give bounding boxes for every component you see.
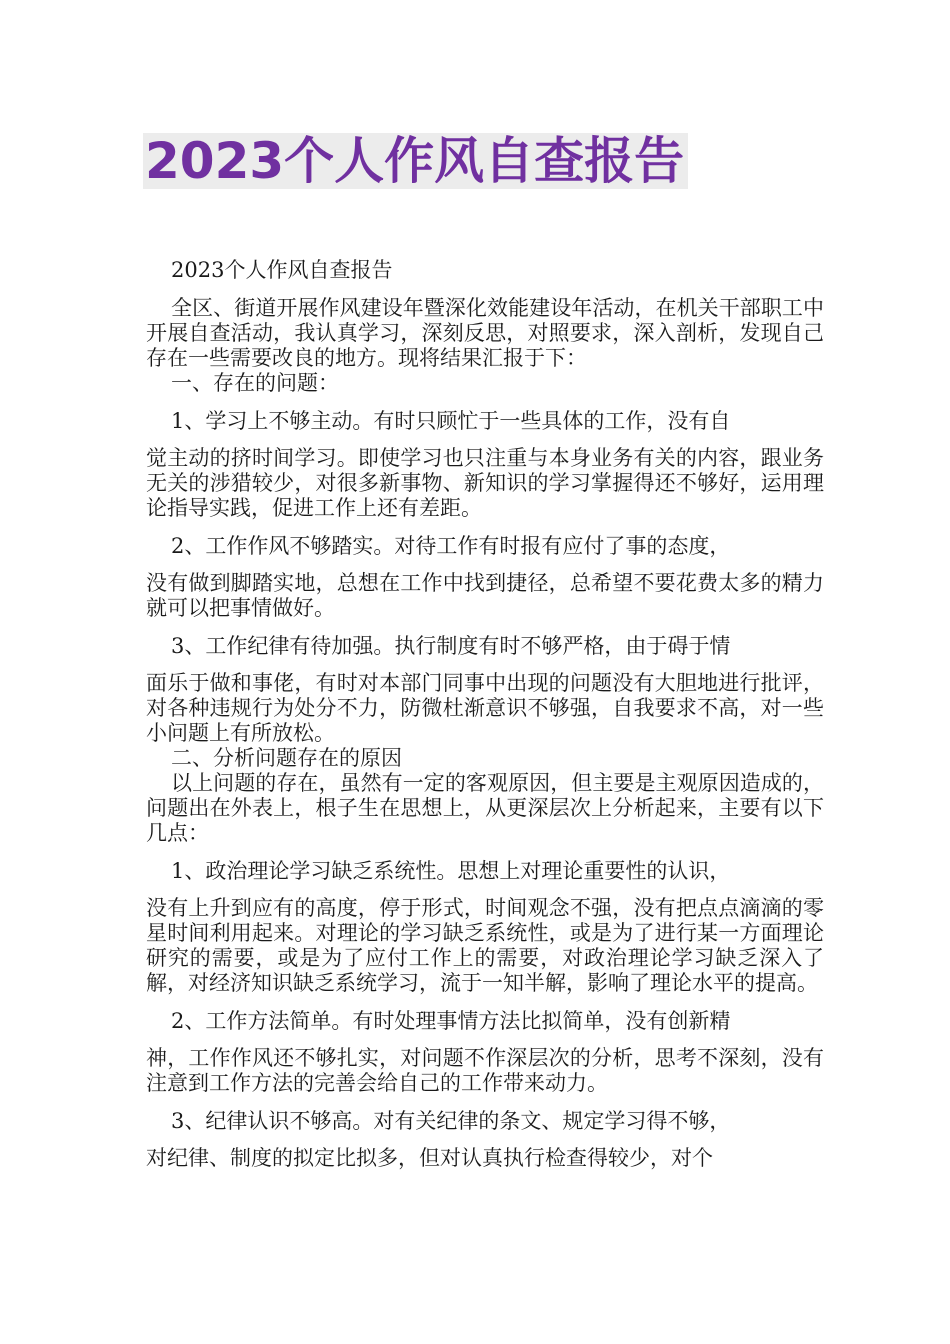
analysis-paragraph: 以上问题的存在，虽然有一定的客观原因，但主要是主观原因造成的，问题出在外表上，根子生在思想上，从更深层次上分析起来，主要有以下几点： bbox=[146, 771, 824, 845]
section-heading-causes: 二、分析问题存在的原因 bbox=[171, 746, 402, 770]
problem-item-1 bbox=[146, 409, 824, 521]
intro-paragraph: 全区、街道开展作风建设年暨深化效能建设年活动，在机关干部职工中开展自查活动，我认真学习，深刻反思，对照要求，深入剖析，发现自己存在一些需要改良的地方。现将结果汇报于下： bbox=[146, 296, 824, 370]
item-lead: 1、政治理论学习缺乏系统性。思想上对理论重要性的认识， bbox=[171, 859, 731, 883]
item-lead: 2、工作方法简单。有时处理事情方法比拟简单，没有创新精 bbox=[171, 1009, 731, 1033]
problem-item-3 bbox=[146, 634, 824, 746]
item-lead: 1、学习上不够主动。有时只顾忙于一些具体的工作，没有自 bbox=[171, 409, 731, 433]
cause-item-1 bbox=[146, 859, 824, 996]
item-lead: 3、工作纪律有待加强。执行制度有时不够严格，由于碍于情 bbox=[171, 634, 731, 658]
subtitle: 2023个人作风自查报告 bbox=[171, 258, 393, 282]
document-title: 2023个人作风自查报告 bbox=[143, 133, 688, 189]
problem-item-2 bbox=[146, 534, 824, 621]
item-lead: 3、纪律认识不够高。对有关纪律的条文、规定学习得不够， bbox=[171, 1109, 731, 1133]
item-body: 面乐于做和事佬，有时对本部门同事中出现的问题没有大胆地进行批评，对各种违规行为处分不力，防微杜渐意识不够强，自我要求不高，对一些小问题上有所放松。 bbox=[146, 671, 824, 745]
item-body: 没有做到脚踏实地，总想在工作中找到捷径，总希望不要花费太多的精力就可以把事情做好。 bbox=[146, 571, 824, 620]
cause-item-2 bbox=[146, 1009, 824, 1096]
section-heading-problems: 一、存在的问题： bbox=[171, 371, 339, 395]
item-body: 觉主动的挤时间学习。即使学习也只注重与本身业务有关的内容，跟业务无关的涉猎较少，对很多新事物、新知识的学习掌握得还不够好，运用理论指导实践，促进工作上还有差距。 bbox=[146, 446, 824, 520]
item-body: 对纪律、制度的拟定比拟多，但对认真执行检查得较少，对个 bbox=[146, 1146, 713, 1170]
cause-item-3 bbox=[146, 1109, 824, 1171]
document-body bbox=[146, 258, 824, 1171]
item-body: 神，工作作风还不够扎实，对问题不作深层次的分析，思考不深刻，没有注意到工作方法的完善会给自己的工作带来动力。 bbox=[146, 1046, 824, 1095]
item-body: 没有上升到应有的高度，停于形式，时间观念不强，没有把点点滴滴的零星时间利用起来。对理论的学习缺乏系统性，或是为了进行某一方面理论研究的需要，或是为了应付工作上的需要，对政治理论学习缺乏深入了解，对经济知识缺乏系统学习，流于一知半解，影响了理论水平的提高。 bbox=[146, 896, 824, 995]
item-lead: 2、工作作风不够踏实。对待工作有时报有应付了事的态度， bbox=[171, 534, 731, 558]
